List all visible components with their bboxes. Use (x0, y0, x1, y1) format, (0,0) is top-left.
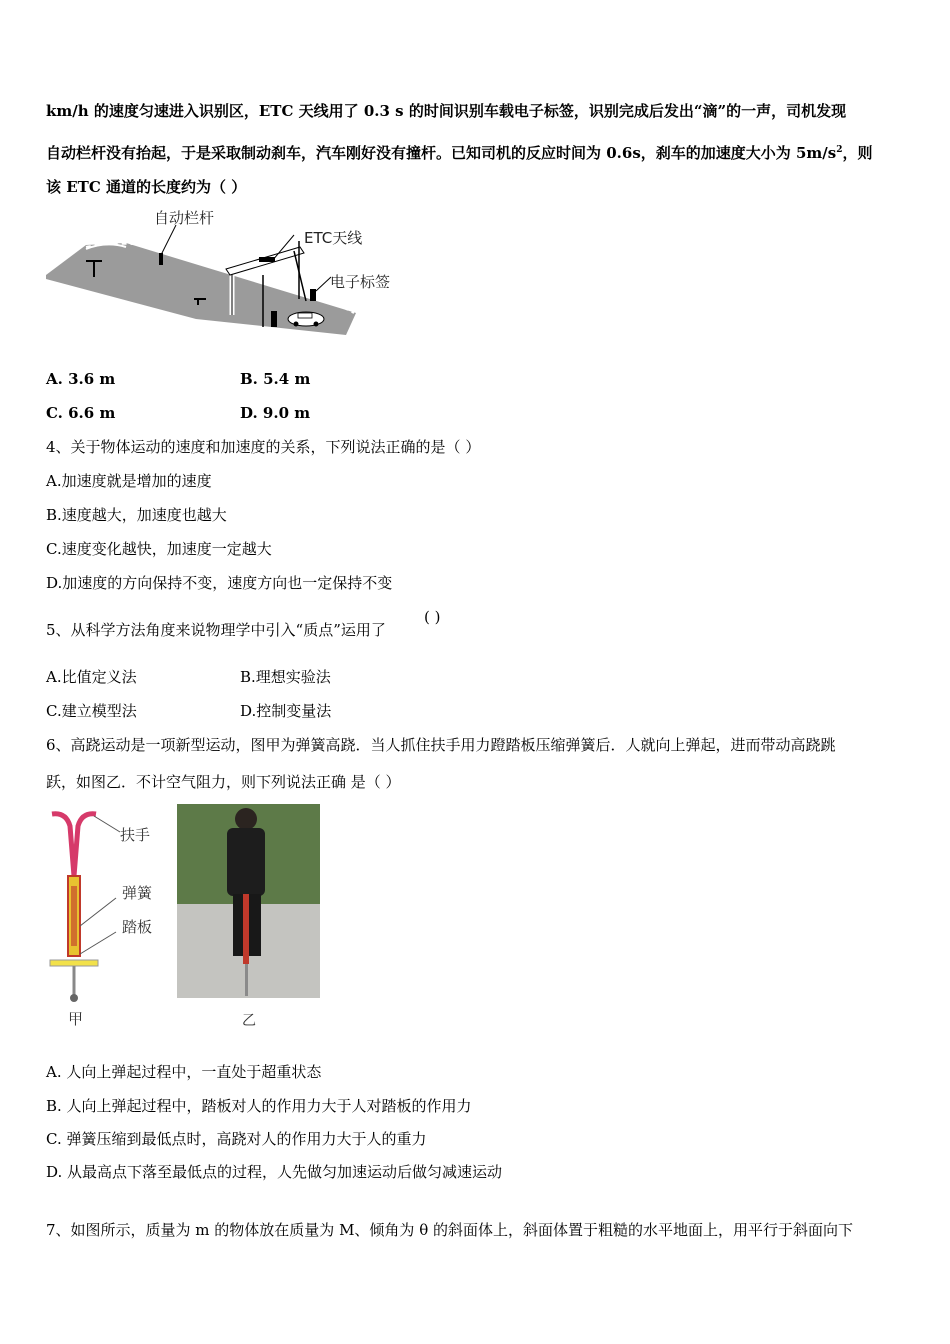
label-spring: 弹簧 (122, 884, 153, 902)
photo-pogo-stick (243, 894, 249, 964)
q6-option-b: B. 人向上弹起过程中，踏板对人的作用力大于人对踏板的作用力 (46, 1097, 472, 1115)
q7-text-line1: 7、如图所示，质量为 m 的物体放在质量为 M、倾角为 θ 的斜面体上，斜面体置于粗糙的水平地面上，用平行于斜面向下 (46, 1221, 854, 1239)
q5-option-d: D.控制变量法 (240, 702, 332, 720)
label-tag: 电子标签 (330, 273, 391, 291)
q3-text-line1: km/h 的速度匀速进入识别区，ETC 天线用了 0.3 s 的时间识别车载电子标签，识别完成后发出“滴”的一声，司机发现 (46, 102, 847, 120)
q6-text-line2: 跃，如图乙．不计空气阻力，则下列说法正确 是（ ） (46, 773, 401, 791)
q3-text-line2-main: 自动栏杆没有抬起，于是采取制动刹车，汽车刚好没有撞杆。已知司机的反应时间为 0.6s，刹车的加速度大小为 5m/s (46, 144, 837, 162)
pedal (50, 960, 98, 966)
q4-option-b: B.速度越大，加速度也越大 (46, 506, 227, 524)
q3-option-b: B. 5.4 m (240, 370, 311, 388)
pole-base (271, 311, 277, 327)
q4-option-c: C.速度变化越快，加速度一定越大 (46, 540, 272, 558)
q3-text-line2-sup: 2 (836, 145, 843, 155)
q6-option-a: A. 人向上弹起过程中，一直处于超重状态 (46, 1063, 322, 1081)
handle-right (74, 814, 96, 876)
tag-leader-line (316, 277, 331, 291)
q6-option-d: D. 从最高点下落至最低点的过程，人先做匀加速运动后做匀减速运动 (46, 1163, 503, 1181)
q4-option-a: A.加速度就是增加的速度 (46, 472, 212, 490)
etc-antenna (259, 257, 275, 262)
tag-post (310, 289, 316, 301)
label-antenna: ETC天线 (304, 229, 363, 247)
label-handle: 扶手 (120, 826, 151, 844)
gantry-right-leg (294, 251, 306, 301)
caption-b: 乙 (242, 1013, 256, 1029)
q3-option-c: C. 6.6 m (46, 404, 116, 422)
q5-stem: 5、从科学方法角度来说物理学中引入“质点”运用了 (46, 621, 386, 639)
q3-option-d: D. 9.0 m (240, 404, 311, 422)
q3-option-a: A. 3.6 m (46, 370, 116, 388)
spring-coil (71, 886, 77, 946)
gate-leader-line (161, 225, 176, 255)
photo-leg-right (249, 894, 261, 956)
q6-option-c: C. 弹簧压缩到最低点时，高跷对人的作用力大于人的重力 (46, 1130, 427, 1148)
rod-tip (70, 994, 78, 1002)
label-pedal: 踏板 (122, 918, 153, 936)
q3-text-line3: 该 ETC 通道的长度约为（ ） (46, 178, 247, 196)
spring-leader-line (80, 898, 116, 926)
label-gate: 自动栏杆 (154, 209, 215, 227)
pogo-photo (177, 804, 320, 998)
q5-option-c: C.建立模型法 (46, 702, 137, 720)
handle-leader-line (94, 816, 120, 832)
q5-option-b: B.理想实验法 (240, 668, 331, 686)
q3-text-line2-end: ，则 (842, 144, 873, 162)
q6-text-line1: 6、高跷运动是一项新型运动，图甲为弹簧高跷．当人抓住扶手用力蹬踏板压缩弹簧后．人就向上弹起，进而带动高跷跳 (46, 736, 836, 754)
photo-head (235, 808, 257, 830)
etc-lane-figure (46, 205, 406, 345)
q4-option-d: D.加速度的方向保持不变，速度方向也一定保持不变 (46, 574, 393, 592)
photo-pogo-rod (245, 964, 248, 996)
q5-option-a: A.比值定义法 (46, 668, 137, 686)
q4-stem: 4、关于物体运动的速度和加速度的关系，下列说法正确的是（ ） (46, 438, 481, 456)
pogo-stick-figure (44, 806, 174, 1036)
pedal-leader-line (80, 932, 116, 954)
photo-body (227, 828, 265, 896)
q5-paren: ( ) (424, 608, 441, 626)
caption-a: 甲 (68, 1010, 84, 1028)
handle-left (52, 814, 74, 876)
car-icon (288, 312, 324, 327)
q3-text-line2 (46, 140, 873, 163)
